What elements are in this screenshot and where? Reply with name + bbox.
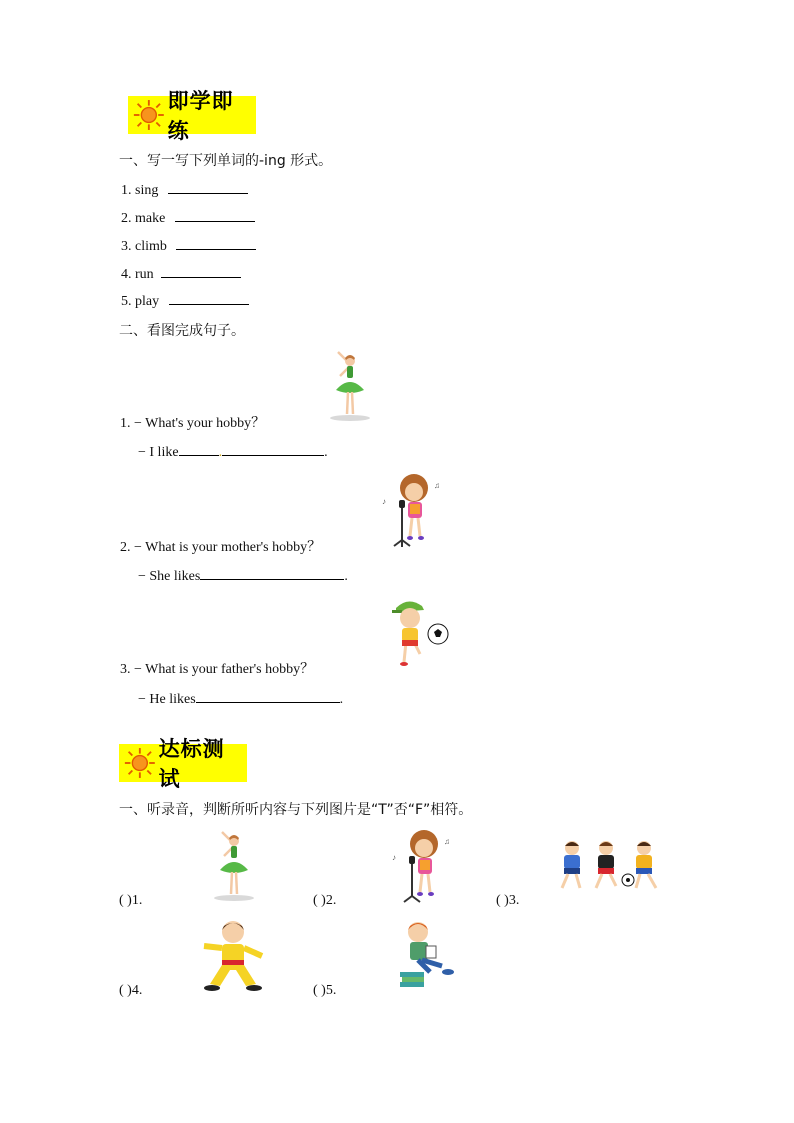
section-title: 即学即练	[167, 89, 234, 143]
singing-girl-picture	[376, 470, 452, 548]
word-label: 5. play	[121, 294, 160, 309]
answer-blank[interactable]	[168, 181, 248, 194]
answer-line-1	[138, 443, 328, 461]
kungfu-boy-picture	[196, 918, 270, 992]
sun-icon	[123, 745, 157, 781]
answer-blank[interactable]	[169, 292, 249, 305]
answer-blank[interactable]	[176, 237, 256, 250]
answer-item-5[interactable]: ( )5.	[313, 983, 337, 998]
boys-playing-football-picture	[556, 838, 666, 894]
question-2: 2. − What is your mother's hobby？	[120, 540, 322, 555]
word-item	[121, 209, 255, 227]
svg-text:♫: ♫	[434, 481, 440, 490]
svg-text:♫: ♫	[444, 837, 450, 846]
ballet-dancer-picture	[210, 830, 258, 902]
answer-period: .	[339, 692, 344, 707]
answer-item-2[interactable]: ( )2.	[313, 893, 337, 908]
word-item	[121, 265, 241, 283]
word-item	[121, 181, 248, 199]
word-label: 2. make	[121, 211, 166, 226]
part-heading: 一、写一写下列单词的-ing 形式。	[119, 153, 333, 169]
section-banner-practice	[128, 89, 256, 143]
answer-period: .	[344, 569, 348, 584]
section-banner-test	[119, 737, 247, 791]
answer-item-4[interactable]: ( )4.	[119, 983, 143, 998]
svg-text:♪: ♪	[392, 853, 396, 862]
answer-blank[interactable]	[179, 443, 219, 456]
answer-prefix: − She likes	[138, 569, 201, 584]
singing-girl-picture	[386, 826, 462, 904]
answer-blank[interactable]	[200, 567, 344, 580]
answer-line-2	[138, 567, 348, 585]
sun-icon	[132, 97, 166, 133]
answer-prefix: − He likes	[138, 692, 196, 707]
answer-blank[interactable]	[161, 265, 241, 278]
word-item	[121, 237, 256, 255]
answer-blank[interactable]	[196, 690, 340, 703]
question-3: 3. − What is your father's hobby？	[120, 662, 315, 677]
answer-item-3[interactable]: ( )3.	[496, 893, 520, 908]
word-label: 3. climb	[121, 239, 167, 254]
answer-blank[interactable]	[175, 209, 255, 222]
word-label: 1. sing	[121, 183, 159, 198]
answer-period: .	[324, 445, 328, 460]
ballet-dancer-picture	[326, 350, 374, 422]
answer-blank[interactable]	[222, 443, 324, 456]
section-title: 达标测试	[158, 737, 225, 791]
word-item	[121, 292, 249, 310]
answer-line-3	[138, 690, 343, 708]
part-heading: 二、看图完成句子。	[119, 323, 245, 339]
answer-separator: .	[218, 445, 223, 460]
answer-item-1[interactable]: ( )1.	[119, 893, 143, 908]
word-label: 4. run	[121, 267, 154, 282]
part-heading: 一、听录音，判断所听内容与下列图片是“T”否“F”相符。	[119, 802, 473, 818]
svg-text:♪: ♪	[382, 497, 386, 506]
answer-prefix: − I like	[138, 445, 179, 460]
boy-reading-books-picture	[398, 920, 462, 990]
question-1: 1. − What's your hobby？	[120, 416, 266, 431]
boy-with-football-picture	[390, 596, 450, 668]
